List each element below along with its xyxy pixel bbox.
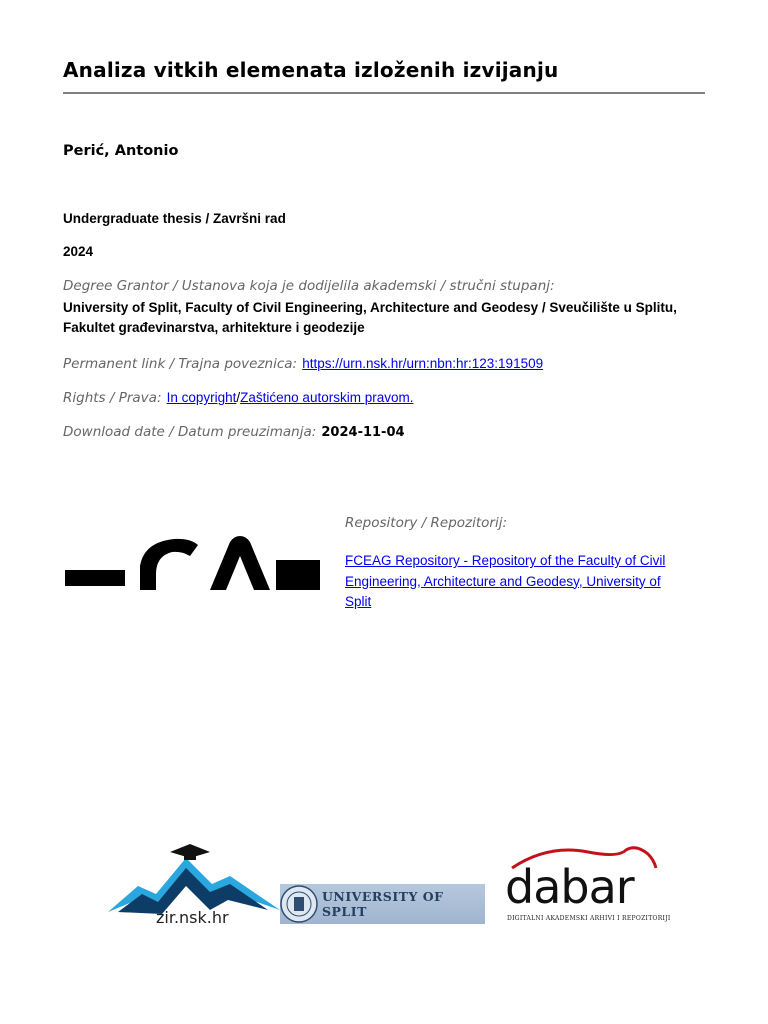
grantor-label: Degree Grantor / Ustanova koja je dodijelila akademski / stručni stupanj: xyxy=(63,278,555,294)
permanent-link[interactable]: https://urn.nsk.hr/urn:nbn:hr:123:191509 xyxy=(302,356,544,371)
thesis-year: 2024 xyxy=(63,244,94,259)
fceag-logo xyxy=(64,536,320,590)
download-label: Download date / Datum preuzimanja: xyxy=(63,424,317,440)
title-divider xyxy=(63,92,705,94)
permanent-link-row xyxy=(63,353,543,372)
thesis-type: Undergraduate thesis / Završni rad xyxy=(63,211,286,226)
dabar-subtitle: DIGITALNI AKADEMSKI ARHIVI I REPOZITORIJI xyxy=(507,915,671,922)
download-date: 2024-11-04 xyxy=(321,425,405,440)
zir-logo-text: zir.nsk.hr xyxy=(156,908,229,927)
document-title: Analiza vitkih elemenata izloženih izvijanju xyxy=(63,58,559,82)
zir-logo[interactable] xyxy=(108,840,280,914)
download-row xyxy=(63,421,405,440)
university-name: UNIVERSITY OF SPLIT xyxy=(322,889,444,919)
author-name: Perić, Antonio xyxy=(63,143,179,159)
rights-row xyxy=(63,387,413,406)
repository-link[interactable]: FCEAG Repository - Repository of the Faculty of Civil Engineering, Architecture and Geodesy, University of Split xyxy=(345,553,666,609)
university-seal-icon xyxy=(280,885,318,923)
rights-label: Rights / Prava: xyxy=(63,390,162,406)
permanent-link-label: Permanent link / Trajna poveznica: xyxy=(63,356,298,372)
dabar-logo-text[interactable]: dabar xyxy=(505,860,634,914)
rights-link-en[interactable]: In copyright xyxy=(166,390,237,405)
rights-link-hr[interactable]: Zaštićeno autorskim pravom. xyxy=(240,390,414,405)
rights-separator: / xyxy=(236,390,241,405)
grantor-value: University of Split, Faculty of Civil Engineering, Architecture and Geodesy / Sveučilište u Splitu, Fakultet građevinarstva, arhitekture i geodezije xyxy=(63,300,677,335)
repository-label: Repository / Repozitorij: xyxy=(345,515,508,531)
